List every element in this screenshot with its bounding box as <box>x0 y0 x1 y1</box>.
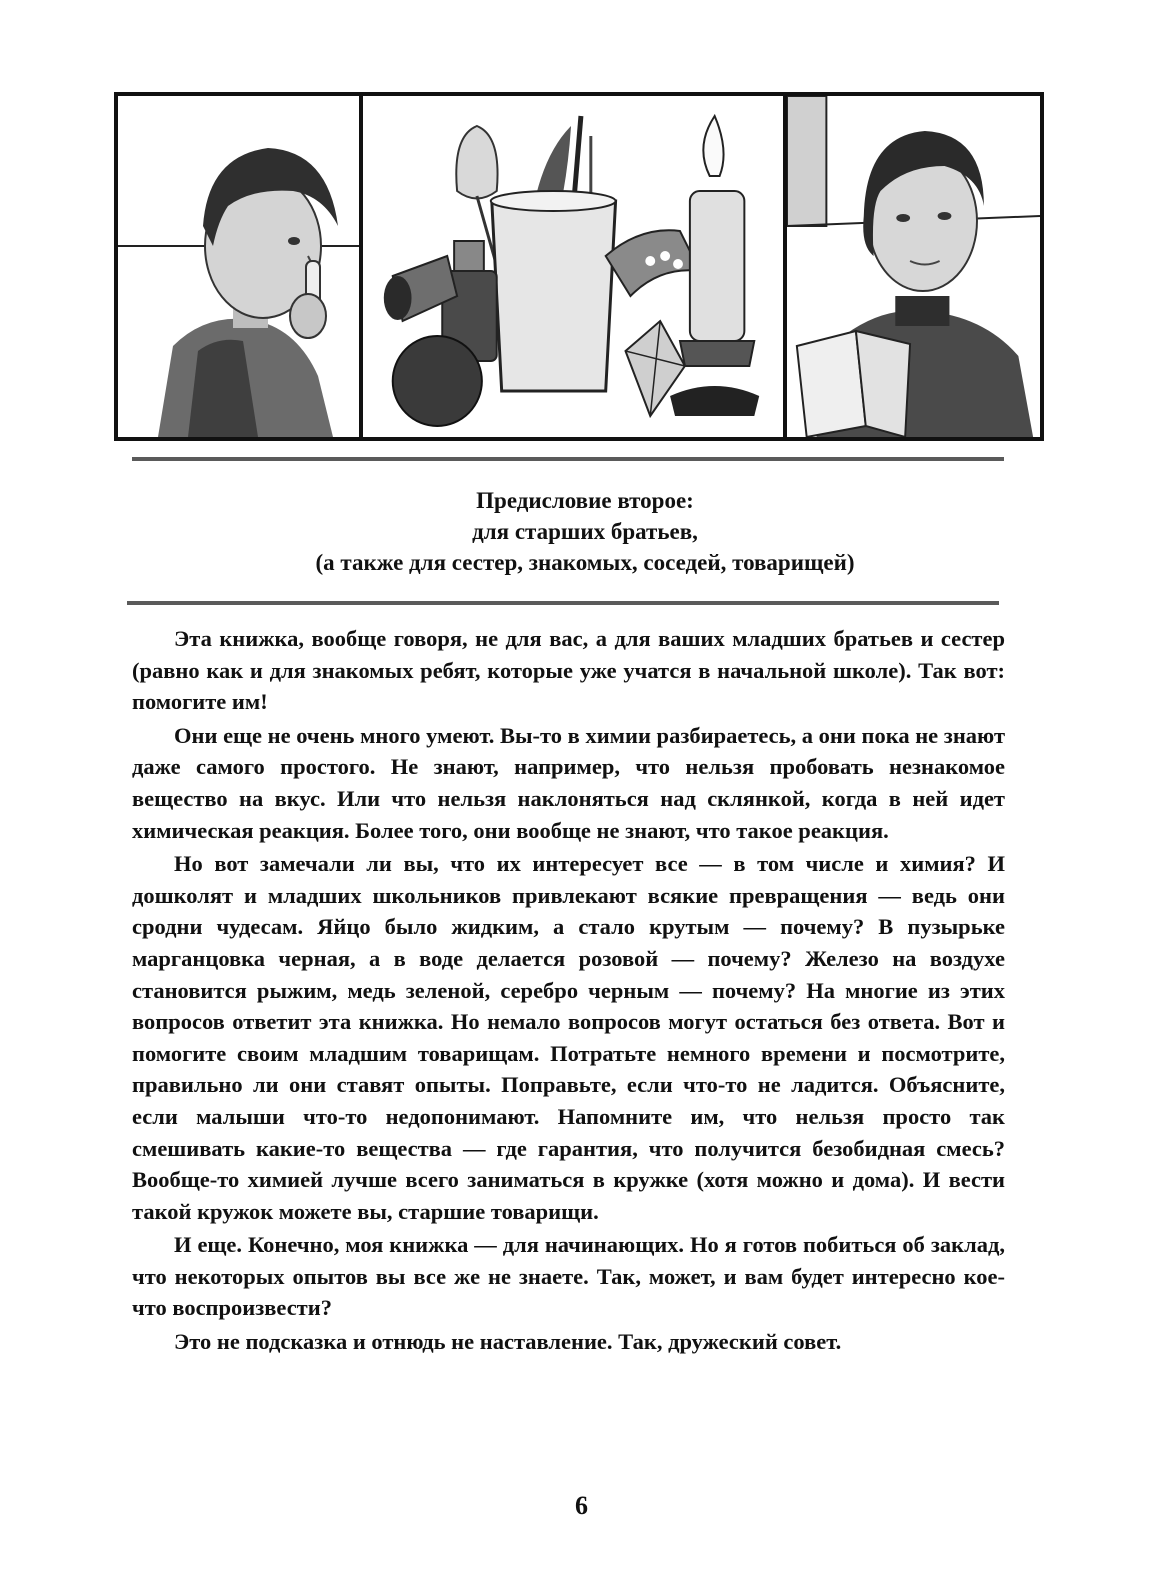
paragraph: Это не подсказка и отнюдь не наставление. Так, дружеский совет. <box>174 1329 842 1355</box>
heading-line-2: для старших братьев, <box>472 519 698 544</box>
section-heading <box>120 485 1050 578</box>
paragraph: И еще. Конечно, моя книжка — для начинающих. Но я готов побиться об заклад, что некоторых опытов вы все же не знаете. Так, может, и вам будет интересно кое-что воспроизвести? <box>132 1232 1005 1321</box>
illustration-woman-reading <box>783 96 1040 437</box>
heading-line-3: (а также для сестер, знакомых, соседей, товарищей) <box>315 550 855 575</box>
paragraph: Они еще не очень много умеют. Вы-то в химии разбираетесь, а они пока не знают даже самого простого. Не знают, например, что нельзя пробовать незнакомое вещество на вкус. Или что нельзя наклоняться над склянкой, когда в ней идет химическая реакция. Более того, они вообще не знают, что такое реакция. <box>132 722 1005 843</box>
heading-line-1: Предисловие второе: <box>476 488 694 513</box>
paragraph: Но вот замечали ли вы, что их интересует все — в том числе и химия? И дошколят и младших школьников привлекают всякие превращения — ведь они сродни чудесам. Яйцо было жидким, а стало крутым — почему? В пузырьке марганцовка черная, а в воде делается розовой — почему? Железо на воздухе становится рыжим, медь зеленой, серебро черным — почему? На многие из этих вопросов ответит эта книжка. Но немало вопросов могут остаться без ответа. Вот и помогите своим младшим товарищам. Потратьте немного времени и посмотрите, правильно ли они ставят опыты. Поправьте, если что-то не ладится. Объясните, если малыши что-то недопонимают. Напомните им, что нельзя просто так смешивать какие-то вещества — где гарантия, что получится безобидная смесь? Вообще-то химией лучше всего заниматься в кружке (хотя можно и дома). И вести такой кружок можете вы, старшие товарищи. <box>132 851 1005 1224</box>
illustration-boy-with-test-tube <box>118 96 359 437</box>
page-number: 6 <box>575 1491 588 1520</box>
body-text <box>132 623 1005 1360</box>
top-divider <box>132 457 1004 461</box>
bottom-divider <box>127 601 999 605</box>
illustration-strip <box>114 92 1044 441</box>
paragraph: Эта книжка, вообще говоря, не для вас, а для ваших младших братьев и сестер (равно как и для знакомых ребят, которые уже учатся в начальной школе). Так вот: помогите им! <box>132 626 1005 715</box>
illustration-still-life <box>359 96 783 437</box>
